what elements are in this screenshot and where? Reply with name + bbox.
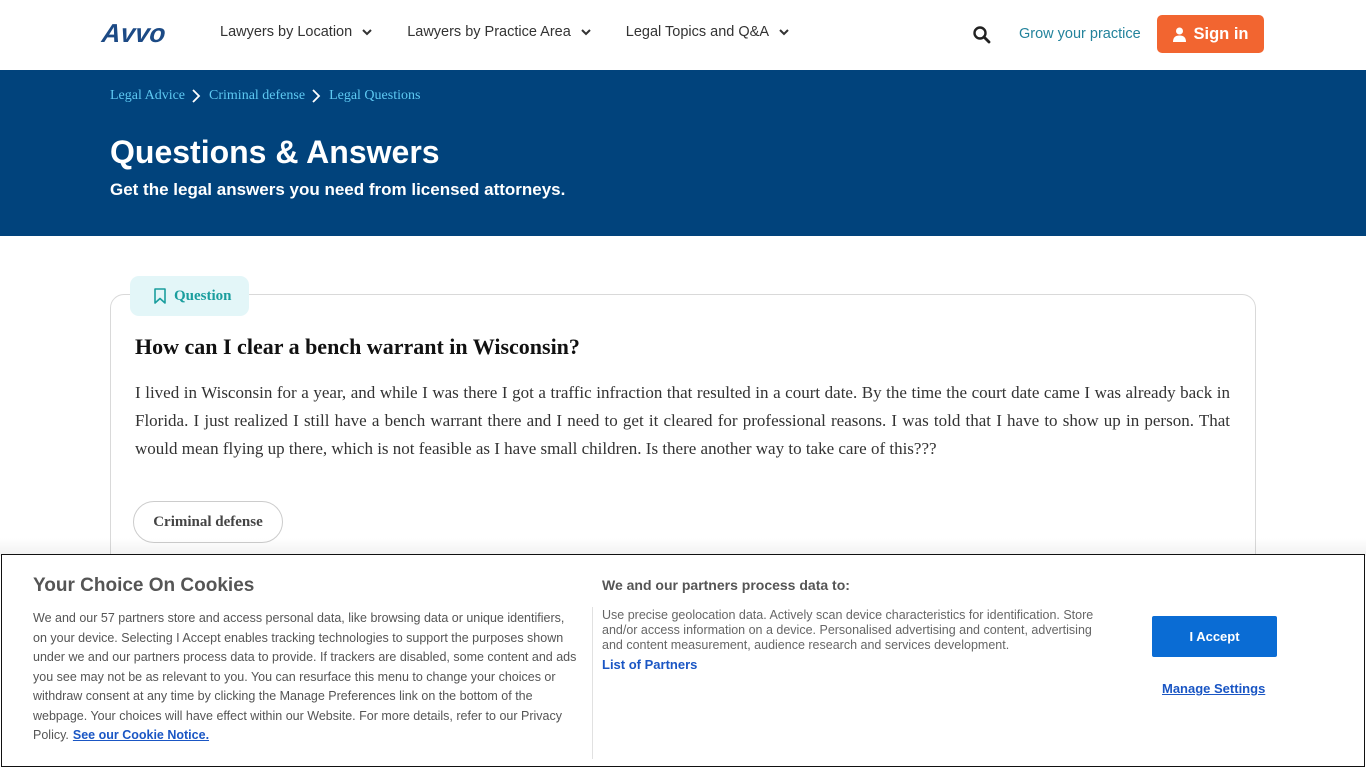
nav-label: Lawyers by Location [220,24,353,40]
nav-lawyers-by-location[interactable] [220,24,373,40]
cookie-banner-divider [592,607,593,759]
breadcrumb-criminal-defense[interactable]: Criminal defense [209,88,306,103]
chevron-down-icon [361,26,373,38]
chevron-right-icon [191,89,201,103]
manage-settings-link[interactable]: Manage Settings [1162,681,1266,696]
breadcrumb-legal-questions[interactable]: Legal Questions [329,88,421,103]
grow-your-practice-link[interactable]: Grow your practice [1019,26,1141,42]
cookie-consent-banner [1,554,1365,767]
accept-cookies-button[interactable]: I Accept [1152,616,1277,657]
nav-label: Lawyers by Practice Area [407,24,571,40]
chevron-down-icon [778,26,790,38]
breadcrumb-legal-advice[interactable]: Legal Advice [110,88,186,103]
cookie-banner-text [33,609,578,746]
purposes-title: We and our partners process data to: [602,577,850,593]
list-of-partners-link[interactable]: List of Partners [602,657,698,672]
chevron-down-icon [580,26,592,38]
purposes-text: Use precise geolocation data. Actively scan device characteristics for identification. Store and/or access information on a device. Personalised advertising and content, advertising and content measurement, audience research and services development. [602,608,1094,652]
page-subtitle: Get the legal answers you need from licensed attorneys. [110,180,566,199]
chevron-right-icon [311,89,321,103]
page-title: Questions & Answers [110,134,440,170]
nav-legal-topics[interactable] [626,24,790,40]
main-nav [220,24,824,40]
cookie-notice-link[interactable]: See our Cookie Notice. [72,728,210,742]
bookmark-icon [154,288,166,304]
question-badge-label: Question [174,287,232,304]
sign-in-label: Sign in [1193,24,1249,43]
cookie-banner-description: We and our 57 partners store and access personal data, like browsing data or unique identifiers, on your device. Selecting I Accept enables tracking technologies to support the purposes shown under we and our partners process data to provide. If trackers are disabled, some content and ads you see may not be as relevant to you. You can resurface this menu to change your choices or withdraw consent at any time by clicking the Manage Preferences link on the bottom of the webpage. Your choices will have effect within our Website. For more details, refer to our Privacy Policy. [33,611,577,742]
question-badge [130,276,249,316]
search-icon[interactable] [972,25,992,45]
nav-lawyers-by-practice-area[interactable] [407,24,592,40]
tag-criminal-defense[interactable]: Criminal defense [133,501,283,543]
nav-label: Legal Topics and Q&A [625,24,770,40]
avvo-logo[interactable]: Avvo [100,18,168,48]
user-icon [1173,27,1186,42]
cookie-banner-title: Your Choice On Cookies [33,575,255,596]
question-title: How can I clear a bench warrant in Wisconsin? [135,334,580,359]
hero-banner [0,70,1366,236]
top-navigation-bar [0,0,1366,70]
sign-in-button[interactable] [1157,15,1264,53]
breadcrumb [110,88,420,104]
question-body: I lived in Wisconsin for a year, and while I was there I got a traffic infraction that resulted in a court date. By the time the court date came I was already back in Florida. I just realized I still have a bench warrant there and I need to get it cleared for professional reasons. I was told that I have to show up in person. That would mean flying up there, which is not feasible as I have small children. Is there another way to take care of this??? [135,383,1230,458]
